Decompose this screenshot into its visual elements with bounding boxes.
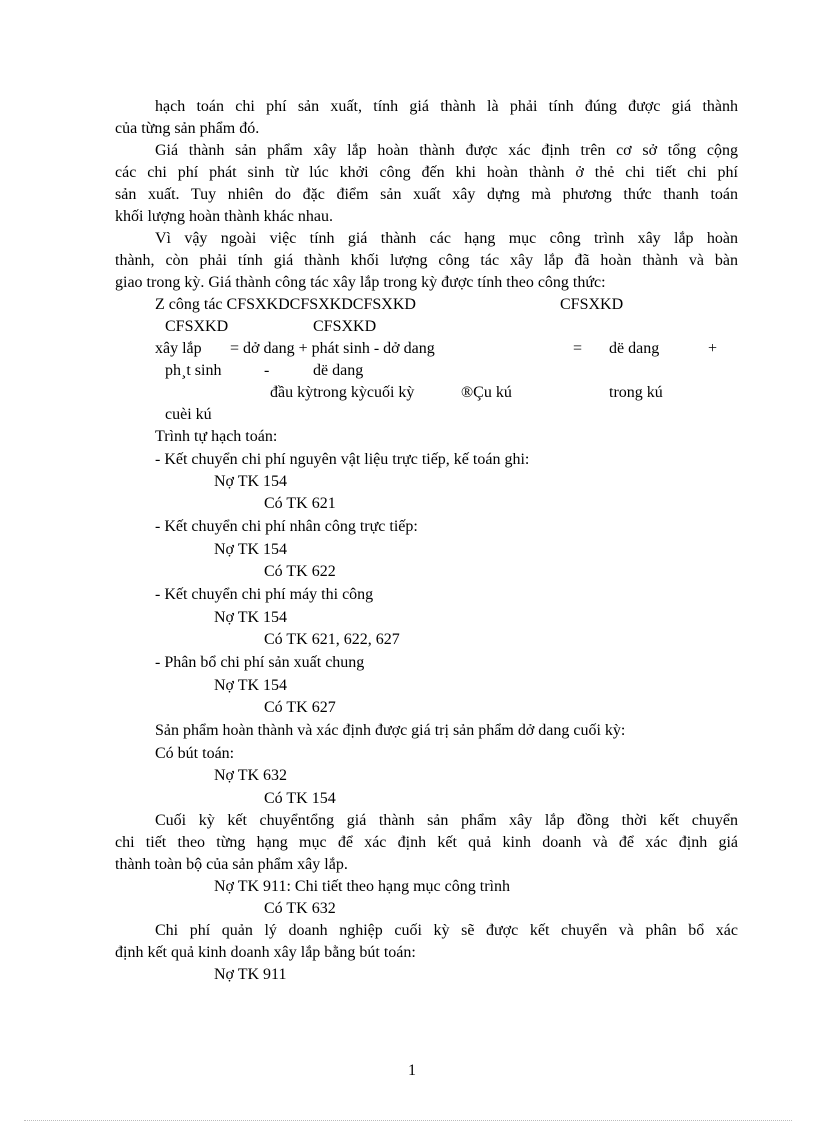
formula-text: = dở dang + phát sinh - dở dang [230,340,435,357]
entry-step: - Kết chuyển chi phí nguyên vật liệu trực tiếp, kế toán ghi: [155,451,530,468]
formula-text: xây lắp [155,340,202,357]
paragraph-line: khối lượng hoàn thành khác nhau. [115,208,333,225]
debit-entry: Nợ TK 911 [214,966,287,983]
paragraph-line: sản xuất. Tuy nhiên do đặc điểm sản xuất xây dựng mà phương thức thanh toán [115,186,738,203]
formula-text: - [264,362,270,379]
page-bottom-divider [24,1120,792,1121]
entry-step: - Kết chuyển chi phí nhân công trực tiếp: [155,518,418,535]
paragraph-line: chi tiết theo từng hạng mục để xác định kết quả kinh doanh và để xác định giá [115,834,738,851]
paragraph-line: Sản phẩm hoàn thành và xác định được giá trị sản phẩm dở dang cuối kỳ: [155,722,626,739]
paragraph-line: Có bút toán: [155,745,235,762]
entry-step: - Phân bổ chi phí sản xuất chung [155,654,365,671]
debit-entry: Nợ TK 154 [214,609,288,626]
formula-text: ph¸t sinh [165,362,222,379]
paragraph-line: của từng sản phẩm đó. [115,120,260,137]
paragraph-line: các chi phí phát sinh từ lúc khởi công đến khi hoàn thành ở thẻ chi tiết chi phí [115,164,738,181]
formula-text: + [708,340,718,357]
paragraph-line: định kết quả kinh doanh xây lắp bằng bút toán: [115,944,416,961]
paragraph-line: Vì vậy ngoài việc tính giá thành các hạng mục công trình xây lắp hoàn [155,230,738,247]
paragraph-line: hạch toán chi phí sản xuất, tính giá thành là phải tính đúng được giá thành [155,98,738,115]
debit-entry: Nợ TK 154 [214,541,288,558]
paragraph-line: thành toàn bộ của sản phẩm xây lắp. [115,856,348,873]
credit-entry: Có TK 627 [264,699,336,716]
credit-entry: Có TK 622 [264,563,336,580]
debit-entry: Nợ TK 911: Chi tiết theo hạng mục công trình [214,878,510,895]
formula-text: CFSXKD [165,318,229,335]
page-number: 1 [408,1062,416,1079]
formula-text: Z công tác CFSXKDCFSXKDCFSXKD [155,296,416,313]
credit-entry: Có TK 632 [264,900,336,917]
formula-text: dë dang [609,340,660,357]
section-heading: Trình tự hạch toán: [155,428,278,445]
formula-text: đầu kỳtrong kỳcuối kỳ [270,384,415,401]
formula-text: cuèi kú [165,406,212,423]
paragraph-line: thành, còn phải tính giá thành khối lượng công tác xây lắp đã hoàn thành và bàn [115,252,738,269]
formula-text: CFSXKD [313,318,377,335]
paragraph-line: Giá thành sản phẩm xây lắp hoàn thành được xác định trên cơ sở tổng cộng [155,142,738,159]
paragraph-line: Cuối kỳ kết chuyểntổng giá thành sản phẩm xây lắp đồng thời kết chuyển [155,812,738,829]
debit-entry: Nợ TK 154 [214,677,288,694]
debit-entry: Nợ TK 632 [214,767,288,784]
credit-entry: Có TK 621, 622, 627 [264,631,400,648]
entry-step: - Kết chuyển chi phí máy thi công [155,586,374,603]
formula-text: trong kú [609,384,663,401]
debit-entry: Nợ TK 154 [214,473,288,490]
formula-text: dë dang [313,362,364,379]
formula-text: CFSXKD [560,296,624,313]
formula-text: = [573,340,583,357]
paragraph-line: Chi phí quản lý doanh nghiệp cuối kỳ sẽ được kết chuyển và phân bổ xác [155,922,738,939]
credit-entry: Có TK 154 [264,790,336,807]
formula-text: ®Çu kú [461,384,512,401]
credit-entry: Có TK 621 [264,495,336,512]
paragraph-line: giao trong kỳ. Giá thành công tác xây lắp trong kỳ được tính theo công thức: [115,274,606,291]
